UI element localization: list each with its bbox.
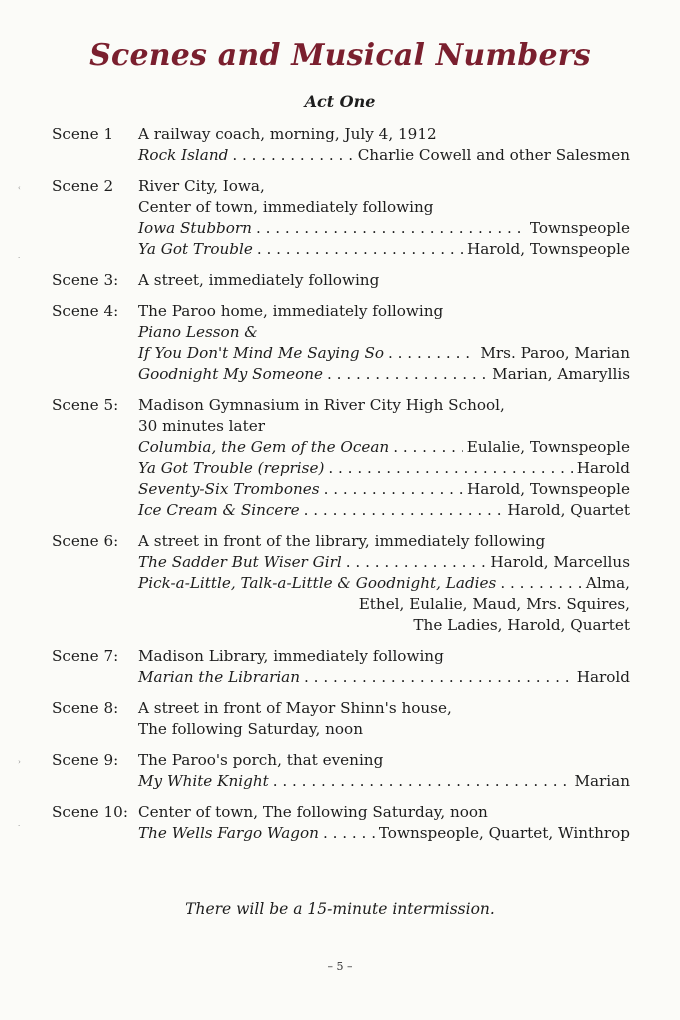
scene-body bbox=[138, 802, 630, 844]
musical-number bbox=[138, 552, 630, 573]
song-title: The Sadder But Wiser Girl bbox=[138, 553, 342, 571]
scene-label: Scene 10: bbox=[52, 803, 128, 821]
song-cast: Harold, Townspeople bbox=[466, 240, 630, 258]
song-title: Ice Cream & Sincere bbox=[138, 501, 300, 519]
scene-setting: River City, Iowa, bbox=[138, 177, 265, 195]
song-title: Pick-a-Little, Talk-a-Little & Goodnight, Ladies bbox=[138, 574, 497, 592]
scene-setting: A street in front of Mayor Shinn's house, bbox=[138, 699, 452, 717]
scene-body bbox=[138, 270, 630, 291]
scene-entry bbox=[52, 124, 630, 166]
scene-entry bbox=[52, 750, 630, 792]
scene-setting: The Paroo home, immediately following bbox=[138, 302, 444, 320]
musical-number bbox=[138, 343, 630, 364]
act-heading: Act One bbox=[304, 92, 376, 111]
dot-leader bbox=[304, 500, 504, 521]
song-cast: Harold, Townspeople bbox=[466, 480, 630, 498]
scene-label: Scene 1 bbox=[52, 125, 114, 143]
musical-number bbox=[138, 218, 630, 239]
song-cast: Alma, bbox=[585, 574, 630, 592]
dot-leader bbox=[328, 458, 572, 479]
song-cast: Mrs. Paroo, Marian bbox=[480, 344, 630, 362]
song-title: Columbia, the Gem of the Ocean bbox=[138, 438, 390, 456]
song-title: Rock Island bbox=[138, 146, 229, 164]
scene-setting: A street in front of the library, immediately following bbox=[138, 532, 546, 550]
dot-leader bbox=[500, 573, 582, 594]
page-number: – 5 – bbox=[327, 960, 353, 973]
song-title: Piano Lesson & bbox=[138, 323, 258, 341]
scene-entry bbox=[52, 395, 630, 521]
dot-leader bbox=[256, 218, 526, 239]
scene-body bbox=[138, 531, 630, 636]
scene-setting: The following Saturday, noon bbox=[138, 720, 363, 738]
dot-leader bbox=[232, 145, 353, 166]
scene-label: Scene 4: bbox=[52, 302, 119, 320]
song-title: My White Knight bbox=[138, 772, 269, 790]
song-title: Marian the Librarian bbox=[138, 668, 301, 686]
musical-number bbox=[138, 667, 630, 688]
song-cast: Townspeople bbox=[529, 219, 630, 237]
margin-mark: · bbox=[18, 254, 21, 262]
cast-continued: The Ladies, Harold, Quartet bbox=[413, 616, 630, 634]
musical-number bbox=[138, 364, 630, 385]
scene-label: Scene 9: bbox=[52, 751, 119, 769]
musical-number bbox=[138, 145, 630, 166]
margin-mark: › bbox=[18, 758, 21, 766]
song-cast: Eulalie, Townspeople bbox=[466, 438, 630, 456]
scene-setting: Madison Library, immediately following bbox=[138, 647, 444, 665]
song-cast: Townspeople, Quartet, Winthrop bbox=[378, 824, 630, 842]
scene-label: Scene 2 bbox=[52, 177, 114, 195]
intermission-notice: There will be a 15-minute intermission. bbox=[185, 900, 495, 918]
scene-label: Scene 5: bbox=[52, 396, 119, 414]
dot-leader bbox=[324, 479, 463, 500]
scene-body bbox=[138, 646, 630, 688]
song-cast: Harold, Quartet bbox=[507, 501, 630, 519]
musical-number bbox=[138, 771, 630, 792]
margin-mark: · bbox=[18, 822, 21, 830]
scene-setting: 30 minutes later bbox=[138, 417, 265, 435]
dot-leader bbox=[273, 771, 571, 792]
page-title: Scenes and Musical Numbers bbox=[89, 38, 591, 73]
scene-label: Scene 7: bbox=[52, 647, 119, 665]
musical-number bbox=[138, 458, 630, 479]
song-title: Seventy-Six Trombones bbox=[138, 480, 320, 498]
scene-setting: The Paroo's porch, that evening bbox=[138, 751, 384, 769]
musical-number bbox=[138, 239, 630, 260]
scene-body bbox=[138, 395, 630, 521]
song-title: Iowa Stubborn bbox=[138, 219, 252, 237]
dot-leader bbox=[388, 343, 476, 364]
scene-body bbox=[138, 698, 630, 740]
scene-entry bbox=[52, 531, 630, 636]
musical-number bbox=[138, 500, 630, 521]
scene-body bbox=[138, 124, 630, 166]
scene-entry bbox=[52, 270, 630, 291]
scene-entry bbox=[52, 698, 630, 740]
scene-setting: A street, immediately following bbox=[138, 271, 380, 289]
scene-body bbox=[138, 301, 630, 385]
scene-entry bbox=[52, 301, 630, 385]
musical-number bbox=[138, 437, 630, 458]
song-title: Ya Got Trouble bbox=[138, 240, 253, 258]
cast-continued: Ethel, Eulalie, Maud, Mrs. Squires, bbox=[358, 595, 630, 613]
song-cast: Marian bbox=[574, 772, 630, 790]
song-title: Goodnight My Someone bbox=[138, 365, 324, 383]
scene-body bbox=[138, 750, 630, 792]
dot-leader bbox=[327, 364, 488, 385]
scene-label: Scene 6: bbox=[52, 532, 119, 550]
scene-setting: A railway coach, morning, July 4, 1912 bbox=[138, 125, 437, 143]
scene-body bbox=[138, 176, 630, 260]
scene-setting: Center of town, immediately following bbox=[138, 198, 434, 216]
song-title: If You Don't Mind Me Saying So bbox=[138, 344, 384, 362]
dot-leader bbox=[346, 552, 487, 573]
musical-number bbox=[138, 823, 630, 844]
musical-number bbox=[138, 573, 630, 594]
song-title: The Wells Fargo Wagon bbox=[138, 824, 319, 842]
scene-list bbox=[52, 124, 630, 854]
scene-label: Scene 3: bbox=[52, 271, 119, 289]
scene-setting: Madison Gymnasium in River City High School, bbox=[138, 396, 505, 414]
song-cast: Harold bbox=[576, 668, 630, 686]
song-title: Ya Got Trouble (reprise) bbox=[138, 459, 325, 477]
margin-mark: ‹ bbox=[18, 184, 21, 192]
dot-leader bbox=[304, 667, 573, 688]
scene-entry bbox=[52, 802, 630, 844]
scene-setting: Center of town, The following Saturday, noon bbox=[138, 803, 488, 821]
scene-entry bbox=[52, 176, 630, 260]
song-cast: Harold bbox=[576, 459, 630, 477]
song-cast: Harold, Marcellus bbox=[490, 553, 630, 571]
scene-label: Scene 8: bbox=[52, 699, 119, 717]
dot-leader bbox=[393, 437, 463, 458]
scene-entry bbox=[52, 646, 630, 688]
dot-leader bbox=[323, 823, 375, 844]
dot-leader bbox=[257, 239, 463, 260]
musical-number bbox=[138, 322, 630, 343]
song-cast: Charlie Cowell and other Salesmen bbox=[357, 146, 630, 164]
song-cast: Marian, Amaryllis bbox=[492, 365, 630, 383]
musical-number bbox=[138, 479, 630, 500]
